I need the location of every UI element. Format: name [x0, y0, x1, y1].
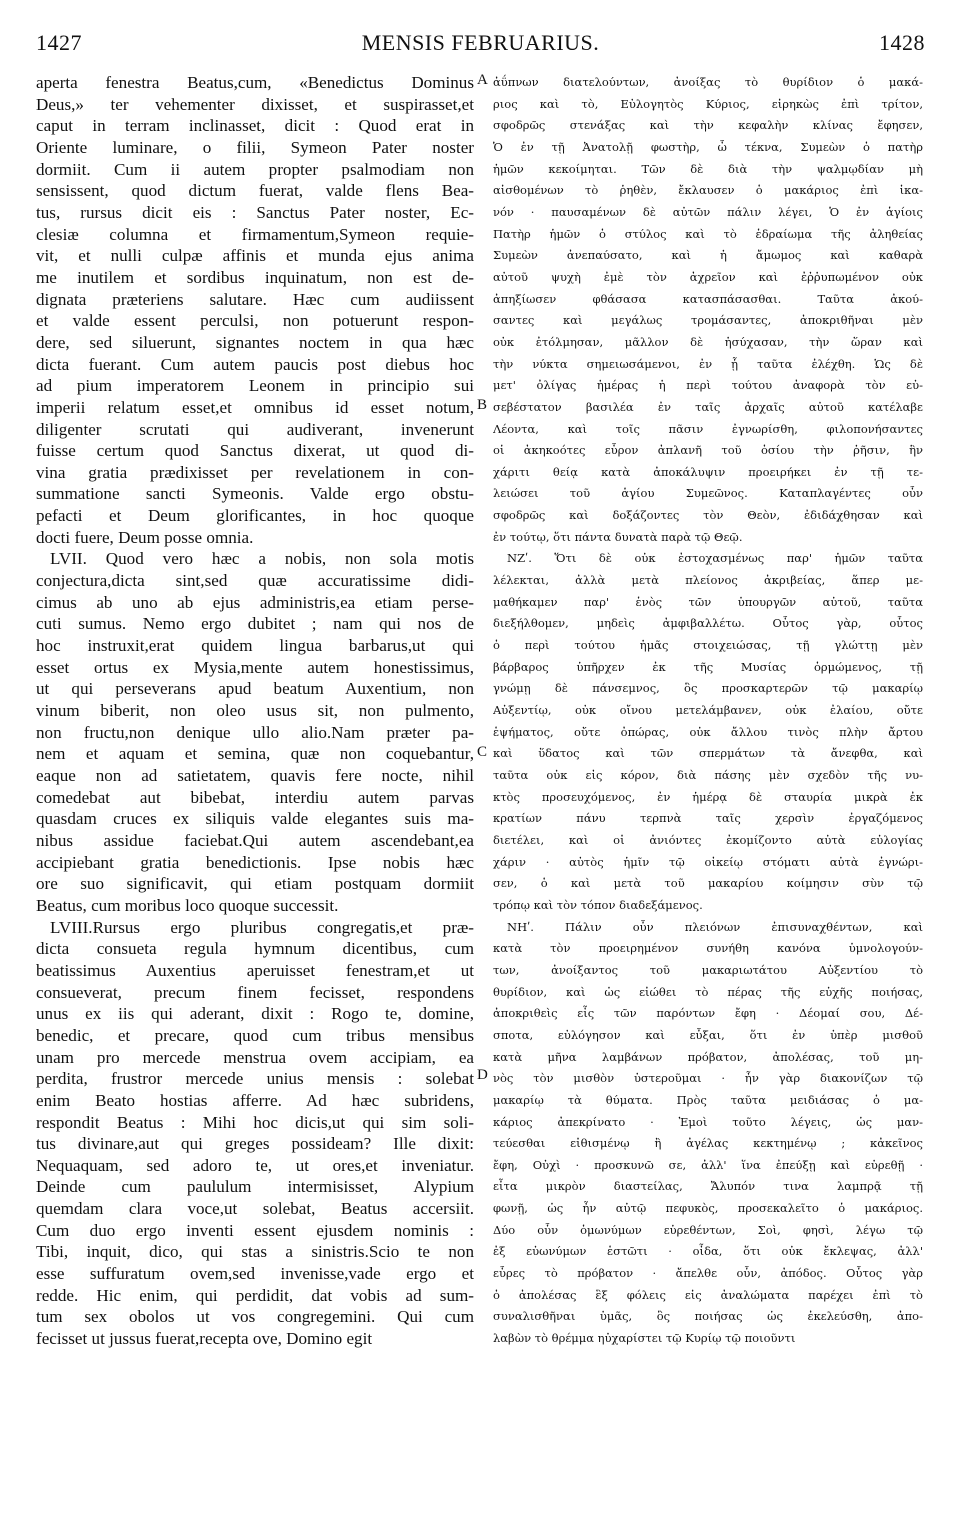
latin-text-line: hoc instruxit,erat quidem lingua barbarus,ut qui	[36, 636, 474, 656]
latin-column	[36, 72, 474, 1350]
greek-text-line: Συμεὼν ἀνεπαύσατο, καὶ ἡ ἄμωμος καὶ καθαρὰ	[493, 248, 923, 263]
latin-text-line: summatione sancti Symeonis. Valde ergo obstu-	[36, 484, 474, 504]
greek-text-line: ἀποκριθεὶς εἷς τῶν παρόντων ἔφη · Δέομαί σου, Δέ-	[493, 1006, 923, 1021]
greek-text-line: νὸς τὸν μισθὸν ὑστεροῦμαι · ἦν γὰρ διακονίζων τῷ	[493, 1071, 923, 1086]
greek-text-line: σφοδρῶς στενάξας καὶ τὴν κεφαλὴν κλίνας ἔφησεν,	[493, 118, 923, 133]
latin-text-line: unam pro mercede menstrua ovem accipiam, ea	[36, 1047, 474, 1067]
greek-text-line: φωνῇ, ὡς ἦν αὐτῷ πεφυκὸς, προσεκαλεῖτο ὁ μακάριος.	[493, 1201, 923, 1216]
latin-text-line: tus divinare,aut qui greges possideam? Ille dixit:	[36, 1134, 474, 1154]
latin-text-line: me inutilem et sordibus inquinatum, non est de-	[36, 267, 474, 287]
greek-text-line: καὶ ὕδατος καὶ τῶν σπερμάτων τὰ ἄνεφθα, καὶ	[493, 746, 923, 761]
latin-text-line: cimus ab uno ab ejus administris,ea etiam perse-	[36, 592, 474, 612]
latin-text-line: ore suo significavit, qui etiam postquam dormiit	[36, 874, 474, 894]
greek-column	[493, 72, 923, 1350]
latin-text-line: et valde essent perculsi, non potuerunt respon-	[36, 311, 474, 331]
greek-text-line: κατὰ μῆνα λαμβάνων πρόβατον, ἀπολέσας, τοῦ μη-	[493, 1049, 923, 1064]
latin-text-line: nibus assidue faciebat.Qui autem ascendebant,ea	[36, 830, 474, 850]
latin-text-line: Nequaquam, sed adoro te, ut ores,et inveniatur.	[36, 1155, 474, 1175]
latin-text-line: esset ortus ex Mysia,mente autem honestissimus,	[36, 657, 474, 677]
greek-text-line: σποτα, εὐλόγησον καὶ εὖξαι, ὅτι ἐν ὑπὲρ μισθοῦ	[493, 1027, 923, 1042]
latin-text-line: Deus,» ter vehementer dixisset, et suspirasset,et	[36, 94, 474, 114]
greek-text-line: τεύεσθαι εἰθισμένῳ ἢ ἀγέλας κεκτημένῳ ; κἀκεῖνος	[493, 1136, 923, 1151]
latin-text-line: diligenter scrutati qui audiverant, invenerunt	[36, 419, 474, 439]
latin-text-line: vina gratia prædixisset per revelationem in con-	[36, 462, 474, 482]
greek-text-line: μακαρίῳ τὰ θύματα. Πρὸς ταῦτα μειδιάσας ὁ μα-	[493, 1092, 923, 1107]
greek-text-line: κάριος ἀπεκρίνατο · Ἐμοὶ τοῦτο λέγεις, ὡς μαν-	[493, 1114, 923, 1129]
greek-text-line: διετέλει, καὶ οἱ ἀνιόντες ἐκομίζοντο αὐτὰ εὐλογίας	[493, 832, 923, 847]
greek-text-line: σεβέστατον βασιλέα ἐν ταῖς ἀρχαῖς αὐτοῦ κατέλαβε	[493, 399, 923, 414]
greek-text-line: σφοδρῶς καὶ δοξάζοντες τὸν Θεὸν, ἐδιδάχθησαν καὶ	[493, 508, 923, 523]
latin-text-line: Beatus, cum moribus loco quoque successit.	[36, 895, 339, 915]
latin-text-line: comedebat aut bibebat, interdiu autem parvas	[36, 787, 474, 807]
latin-text-line: conjectura,dicta sint,sed quæ accuratissime didi-	[36, 571, 474, 591]
greek-text-line: ὁ περὶ τούτου ἡμᾶς στοιχειώσας, τῇ γλώττῃ μὲν	[493, 638, 923, 653]
latin-text-line: Oriente luminare, o filii, Symeon Pater noster	[36, 137, 474, 157]
latin-text-line: redde. Hic enim, qui perdidit, dat vobis ad sum-	[36, 1285, 474, 1305]
latin-text-line: docti fuere, Deum posse omnia.	[36, 527, 254, 547]
latin-text-line: respondit Beatus : Mihi hoc dicis,ut qui sim soli-	[36, 1112, 474, 1132]
latin-text-line: dere, sed siluerunt, signantes noctem in qua hæc	[36, 332, 474, 352]
latin-text-line: dignata præteriens salutare. Hæc cum audiissent	[36, 289, 474, 309]
latin-text-line: Deinde cum paululum intermisisset, Alypium	[36, 1177, 474, 1197]
greek-text-line: χάριτι θείᾳ κατὰ ἀποκάλυψιν προειρήκει ἐν τῇ τε-	[493, 464, 923, 479]
section-marker-b: B	[477, 397, 488, 413]
page-number-left: 1427	[36, 30, 82, 55]
latin-text-line: tus, rursus dicit eis : Sanctus Pater noster, Ec-	[36, 202, 474, 222]
latin-text-line: LVIII.Rursus ergo pluribus congregatis,et præ-	[50, 917, 474, 937]
greek-text-line: συναλισθῆναι ὑμᾶς, ὃς ποιήσας ὡς ἐκελεύσθη, ἀπο-	[493, 1309, 923, 1324]
greek-text-line: εὗρες τὸ πρόβατον · ἄπελθε οὖν, ἀπόδος. Οὗτος γὰρ	[493, 1266, 923, 1281]
greek-text-line: ἐξ εὐωνύμων ἑστῶτι · οἶδα, ὅτι οὐκ ἔκλεψας, ἀλλ'	[493, 1244, 923, 1259]
latin-text-line: eaque non ad satietatem, quavis fere nocte, nihil	[36, 766, 474, 785]
latin-text-line: caput in terram inclinasset, dicit : Quod erat in	[36, 116, 474, 136]
latin-text-line: vit, et nulli culpæ affinis et munda ejus anima	[36, 246, 474, 266]
greek-text-line: μετ' ὀλίγας ἡμέρας ἡ περὶ τούτου ἀναφορὰ τὸν εὐ-	[493, 378, 923, 393]
latin-text-line: aperta fenestra Beatus,cum, «Benedictus Dominus	[36, 73, 474, 92]
latin-text-line: beatissimus Auxentius aperuisset fenestram,et ut	[36, 960, 474, 980]
greek-text-line: εἶτα μικρὸν διαστείλας, Ἄλυπόν τινα λαμπρᾷ τῇ	[493, 1179, 923, 1194]
latin-text-line: nem et aquam et semina, quæ non coquebantur,	[36, 744, 474, 764]
latin-text-line: dicta consueta regula hymnum dicentibus, cum	[36, 939, 474, 959]
greek-text-line: ἐν τούτῳ, ὅτι πάντα δυνατὰ παρὰ τῷ Θεῷ.	[493, 529, 743, 544]
latin-text-line: Tibi, inquit, dico, qui stas a sinistris.Scio te non	[36, 1242, 474, 1262]
greek-text-line: ἑψήματος, οὔτε ὀπώρας, οὐκ ἄλλου τινὸς πλὴν ἄρτου	[493, 724, 923, 739]
greek-text-line: θυρίδιον, καὶ ὡς εἰώθει τὸ πέρας τῆς εὐχῆς ποιήσας,	[493, 984, 923, 999]
greek-text-line: μαθήκαμεν παρ' ἑνὸς τῶν ὑπουργῶν αὐτοῦ, ταῦτα	[493, 594, 923, 609]
greek-text-line: αἰσθομένων τὸ ῥηθὲν, ἔκλαυσεν ὁ μακάριος ἐπὶ ἱκα-	[493, 183, 923, 198]
greek-text-line: Δύο οὖν ὁμωνύμων εὑρεθέντων, Σοὶ, φησὶ, λέγω τῷ	[493, 1222, 923, 1237]
greek-text-line: γνώμῃ δὲ πάνσεμνος, ὃς προσκαρτερῶν τῷ μακαρίῳ	[493, 681, 923, 696]
greek-text-line: σεν, ὁ καὶ μετὰ τοῦ μακαρίου κοίμησιν σὺν τῷ	[493, 876, 923, 891]
greek-text-line: λαβὼν τὸ θρέμμα ηὐχαρίστει τῷ Κυρίῳ τῷ ποιοῦντι	[493, 1331, 796, 1346]
greek-text-line: αὐτοῦ ψυχὴ ἐμὲ τὸν ἀχρεῖον καὶ ἐῤῥυπωμένον οὐκ	[493, 269, 923, 284]
greek-text-line: βάρβαρος ὑπῆρχεν ἐκ τῆς Μυσίας ὁρμώμενος, τῇ	[493, 659, 923, 674]
latin-text-line: clesiæ columna et firmamentum,Symeon requie-	[36, 224, 474, 244]
greek-text-line: ριος καὶ τὸ, Εὐλογητὸς Κύριος, εἰρηκὼς ἐπὶ τρίτον,	[493, 96, 923, 111]
latin-text-line: unus ex iis qui aderant, dixit : Rogo te, domine,	[36, 1004, 474, 1024]
latin-text-line: LVII. Quod vero hæc a nobis, non sola motis	[50, 549, 474, 569]
greek-text-line: σαντες καὶ μεγάλως τρομάσαντες, ἀποκριθῆναι μὲν	[493, 313, 923, 328]
latin-text-line: ut qui perseverans apud beatum Auxentium, non	[36, 679, 474, 699]
greek-text-line: ὁ ἀπολέσας ἓξ φόλεις εἰς ἀναλώματα παρέχει ἐπὶ τὸ	[493, 1287, 923, 1302]
greek-text-line: οἱ ἀκηκοότες εὗρον ἀπλανῆ τοῦ ὁσίου τὴν ῥῆσιν, ἣν	[493, 443, 923, 458]
greek-text-line: Ὁ ἐν τῇ Ἀνατολῇ φωστὴρ, ὦ τέκνα, Συμεὼν ὁ πατὴρ	[493, 139, 923, 154]
page-number-right: 1428	[879, 30, 925, 55]
greek-text-line: νόν · παυσαμένων δὲ αὐτῶν πάλιν λέγει, Ὁ ἐν ἁγίοις	[493, 204, 923, 219]
latin-text-line: cuti sumus. Nemo ergo dubitet ; nam qui nos de	[36, 614, 474, 634]
latin-text-line: vinum biberit, non oleo usus sit, non pulmento,	[36, 701, 474, 721]
latin-text-line: dicta fuerant. Cum autem paucis post diebus hoc	[36, 354, 474, 374]
latin-text-line: imperii relatum esset,et omnibus id esset notum,	[36, 397, 474, 417]
greek-text-line: κατὰ τὸν προειρημένον συνήθη κανόνα ὑμνολογούν-	[493, 941, 923, 956]
greek-text-line: ΝΗʹ. Πάλιν οὖν πλειόνων ἐπισυναχθέντων, καὶ	[507, 919, 923, 934]
section-marker-a: A	[477, 72, 488, 88]
page-header	[36, 30, 925, 64]
latin-text-line: dormiit. Cum ii autem propter psalmodiam non	[36, 159, 474, 179]
latin-text-line: consueverat, precum finem fecisset, respondens	[36, 982, 474, 1002]
greek-text-line: ΝΖʹ. Ὅτι δὲ οὐκ ἐστοχασμένως παρ' ἡμῶν ταῦτα	[507, 551, 923, 566]
latin-text-line: pefacti et Deum glorificantes, in hoc quoque	[36, 506, 474, 526]
greek-text-line: τρόπῳ καὶ τὸν τόπον διαδεξάμενος.	[493, 897, 703, 912]
greek-text-line: κρατίων πάνυ τερπνὰ ταῖς χερσὶν ἐργαζόμενος	[493, 811, 923, 826]
greek-text-line: ταῦτα οὐκ εἰς κόρον, διὰ πάσης μὲν σχεδὸν τῆς νυ-	[493, 768, 923, 782]
greek-text-line: ἔφη, Οὐχὶ · προσκυνῶ σε, ἀλλ' ἵνα ἐπεύξῃ καὶ εὑρεθῇ ·	[493, 1157, 923, 1172]
latin-text-line: quasdam cruces ex siliquis valde elegantes suis ma-	[36, 809, 474, 829]
latin-text-line: tum sex obolos ut vos congregemini. Qui cum	[36, 1307, 474, 1327]
greek-text-line: οὐκ ἐτόλμησαν, μᾶλλον δὲ ἡσύχασαν, τὴν ὥραν καὶ	[493, 334, 923, 349]
latin-text-line: enim Beato hostias afferre. Ad hæc subridens,	[36, 1090, 474, 1110]
latin-text-line: sensissent, quod dictum fuerat, valde flens Bea-	[36, 181, 474, 201]
latin-text-line: fuisse certum quod Sanctus dixerat, ut quod di-	[36, 441, 474, 461]
greek-text-line: διεξήλθομεν, μηδεὶς ἀμφιβαλλέτω. Οὗτος γὰρ, οὗτος	[493, 616, 923, 631]
section-marker-c: C	[477, 744, 488, 760]
latin-text-line: non fructu,non denique ullo alio.Nam præter pa-	[36, 722, 474, 742]
greek-text-line: χάριν · αὐτὸς ἡμῖν τῷ οἰκείῳ στόματι αὐτὰ ἐγνώρι-	[493, 854, 923, 869]
latin-text-line: quemdam clara voce,ut solebat, Beatus accersiit.	[36, 1199, 474, 1219]
latin-text-line: benedic, et precare, quod cum tribus mensibus	[36, 1025, 474, 1045]
greek-text-line: Λέοντα, καὶ τοῖς πᾶσιν ἐγνωρίσθη, φιλοπονήσαντες	[493, 421, 923, 436]
latin-text-line: fecisset ut jussus fuerat,recepta ove, Domino egit	[36, 1329, 373, 1349]
latin-text-line: perdita, frustror mercede unius mensis : solebat	[36, 1069, 474, 1089]
greek-text-line: ἡμῶν κεκοίμηται. Τῶν δὲ διὰ τὴν ψαλμῳδίαν μὴ	[493, 161, 923, 176]
latin-text-line: Cum duo ergo inventi essent ejusdem nominis :	[36, 1220, 474, 1240]
greek-text-line: ἀΰπνων διατελούντων, ἀνοίξας τὸ θυρίδιον ὁ μακά-	[493, 75, 923, 89]
latin-text-line: accipiebant gratia benedictionis. Ipse nobis hæc	[36, 852, 474, 872]
greek-text-line: λέλεκται, ἀλλὰ μετὰ πλείονος ἀκριβείας, ἅπερ με-	[493, 573, 923, 588]
latin-text-line: ad pium imperatorem Leonem in principio sui	[36, 376, 474, 396]
running-title: MENSIS FEBRUARIUS.	[361, 30, 600, 55]
greek-text-line: ἀπηξίωσεν φθάσασα κατασπάσασθαι. Ταῦτα ἀκού-	[493, 291, 923, 306]
greek-text-line: λειώσει τοῦ ἁγίου Συμεῶνος. Καταπλαγέντες οὖν	[493, 486, 923, 501]
greek-text-line: των, ἀνοίξαντος τοῦ μακαριωτάτου Αὐξεντίου τὸ	[493, 962, 923, 977]
latin-text-line: esse suffuratum ovem,sed invenisse,vade ergo et	[36, 1264, 474, 1284]
greek-text-line: Πατὴρ ἡμῶν ὁ στύλος καὶ τὸ ἑδραίωμα τῆς ἀληθείας	[493, 226, 923, 241]
section-marker-d: D	[477, 1067, 488, 1083]
greek-text-line: τὴν νύκτα σημειωσάμενοι, ἐν ᾗ ταῦτα ἐλέχθη. Ὡς δὲ	[493, 356, 923, 371]
greek-text-line: Αὐξεντίῳ, οὐκ οἴνου μετελάμβανεν, οὐκ ἐλαίου, οὔτε	[493, 703, 923, 718]
greek-text-line: κτὸς προσευχόμενος, ἐν ἡμέρᾳ δὲ σταυρία μικρὰ ἐκ	[493, 789, 923, 804]
